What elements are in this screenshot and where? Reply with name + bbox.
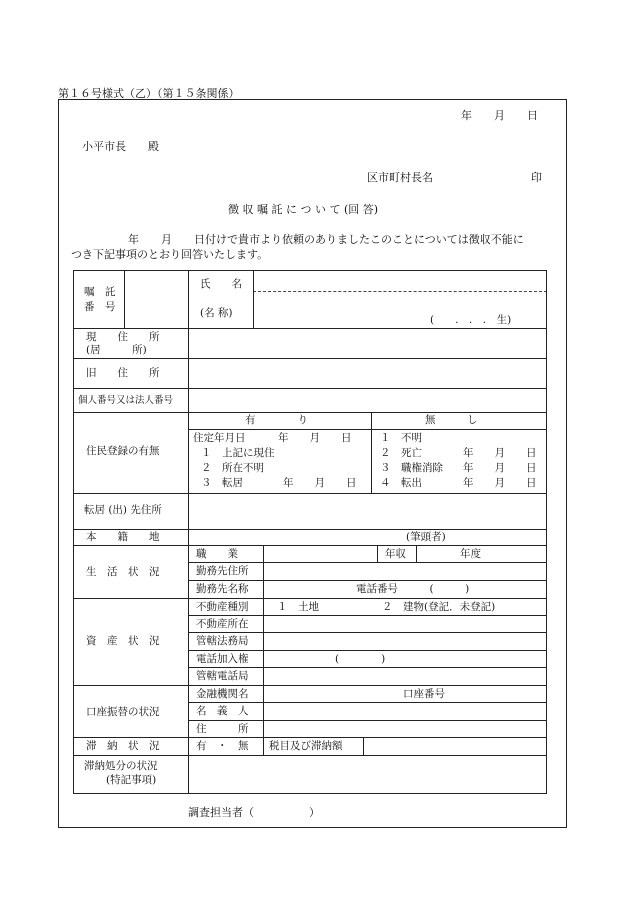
- label-tokki-jiko: (特記事項): [106, 774, 157, 786]
- label-jusho: 住 所: [196, 723, 249, 735]
- label-kinyu-kikan: 金融機関名: [196, 688, 249, 700]
- label-nashi: 無 し: [425, 414, 478, 426]
- sender-name-label: 区市町村長名: [367, 171, 433, 184]
- label-kankatsu-denwakyoku: 管轄電話局: [196, 670, 249, 682]
- ari-item-label: 住定年月日: [193, 432, 246, 444]
- label-kinmu-meisho: 勤務先名称: [196, 583, 249, 595]
- label-fudosan-shozai: 不動産所在: [196, 618, 249, 630]
- nashi-item-label: ２ 死亡: [380, 447, 422, 459]
- nashi-item-label: １ 不明: [380, 432, 422, 444]
- denwa-kanyuken-field: ( ): [335, 653, 386, 665]
- label-tainou-shobun: 滞納処分の状況: [84, 760, 158, 772]
- label-jumin-toroku: 住民登録の有無: [86, 445, 160, 457]
- label-shimei: 氏 名: [200, 278, 242, 290]
- label-meigi-nin: 名 義 人: [196, 705, 249, 717]
- seal-mark: 印: [531, 171, 542, 184]
- label-shokutaku-1: 嘱 託: [84, 286, 116, 298]
- label-zeimoku: 税目及び滞納額: [269, 740, 343, 752]
- document-title: 徴 収 嘱 託 に つ い て (回 答): [228, 203, 379, 216]
- form-number: 第１６号様式（乙）（第１５条関係）: [58, 87, 240, 100]
- label-shokugyo: 職 業: [196, 548, 238, 560]
- label-fudosan-shubetsu: 不動産種別: [196, 601, 249, 613]
- label-kojin-bango: 個人番号又は法人番号: [78, 395, 174, 406]
- ari-item-label: ２ 所在不明: [201, 462, 264, 474]
- nashi-item-label: ３ 職権消除: [380, 462, 443, 474]
- intro-line-1: 年 月 日付けで貴市より依頼のありましたこのことについては徴収不能に: [128, 233, 524, 246]
- label-denwa-bango: 電話番号 ( ): [356, 583, 470, 595]
- ari-item-date: 年 月 日: [283, 477, 357, 489]
- header-date: 年 月 日: [461, 109, 538, 122]
- reply-table: [73, 270, 547, 794]
- label-kyujusho: 旧 住 所: [86, 367, 160, 379]
- label-koza-bango: 口座番号: [403, 688, 445, 700]
- intro-line-2: つき下記事項のとおり回答いたします。: [71, 248, 269, 261]
- label-honseki: 本 籍 地: [86, 531, 160, 543]
- label-denwa-kanyuken: 電話加入権: [196, 653, 249, 665]
- nashi-item-date: 年 月 日: [463, 462, 537, 474]
- nashi-item-label: ４ 転出: [380, 477, 422, 489]
- label-genjusho: 現 住 所: [86, 331, 160, 343]
- fudosan-options: １ 土地 ２ 建物(登記．未登記): [277, 601, 496, 613]
- label-shokutaku-2: 番 号: [84, 301, 116, 313]
- ari-item-label: ３ 転居: [201, 477, 243, 489]
- nashi-item-date: 年 月 日: [463, 447, 537, 459]
- label-kyosho: (居 所): [86, 344, 147, 356]
- addressee: 小平市長 殿: [82, 140, 159, 153]
- ari-item-label: １ 上記に現住: [201, 447, 275, 459]
- label-meisho: (名 称): [200, 307, 233, 319]
- label-nenshu: 年収: [385, 548, 406, 560]
- label-kankatsu-homukyoku: 管轄法務局: [196, 635, 249, 647]
- birth-date-field[interactable]: ( . . . 生): [430, 314, 512, 326]
- label-koza-furikae: 口座振替の状況: [86, 706, 160, 718]
- nashi-item-date: 年 月 日: [463, 477, 537, 489]
- ari-nashi-choice[interactable]: 有 ・ 無: [196, 740, 249, 752]
- label-seikatsu: 生 活 状 況: [86, 566, 160, 578]
- label-nendo: 年度: [460, 548, 481, 560]
- chosa-tantosha: 調査担当者（ ）: [188, 806, 320, 819]
- label-hittosha: (筆頭者): [406, 531, 446, 543]
- label-tenkyo-saki: 転居 (出) 先住所: [84, 504, 162, 516]
- label-shisan: 資 産 状 況: [86, 635, 160, 647]
- ari-item-date: 年 月 日: [278, 432, 352, 444]
- label-tainou-jokyo: 滞 納 状 況: [86, 740, 160, 752]
- label-ari: 有 り: [245, 414, 308, 426]
- label-kinmu-jusho: 勤務先住所: [196, 565, 249, 577]
